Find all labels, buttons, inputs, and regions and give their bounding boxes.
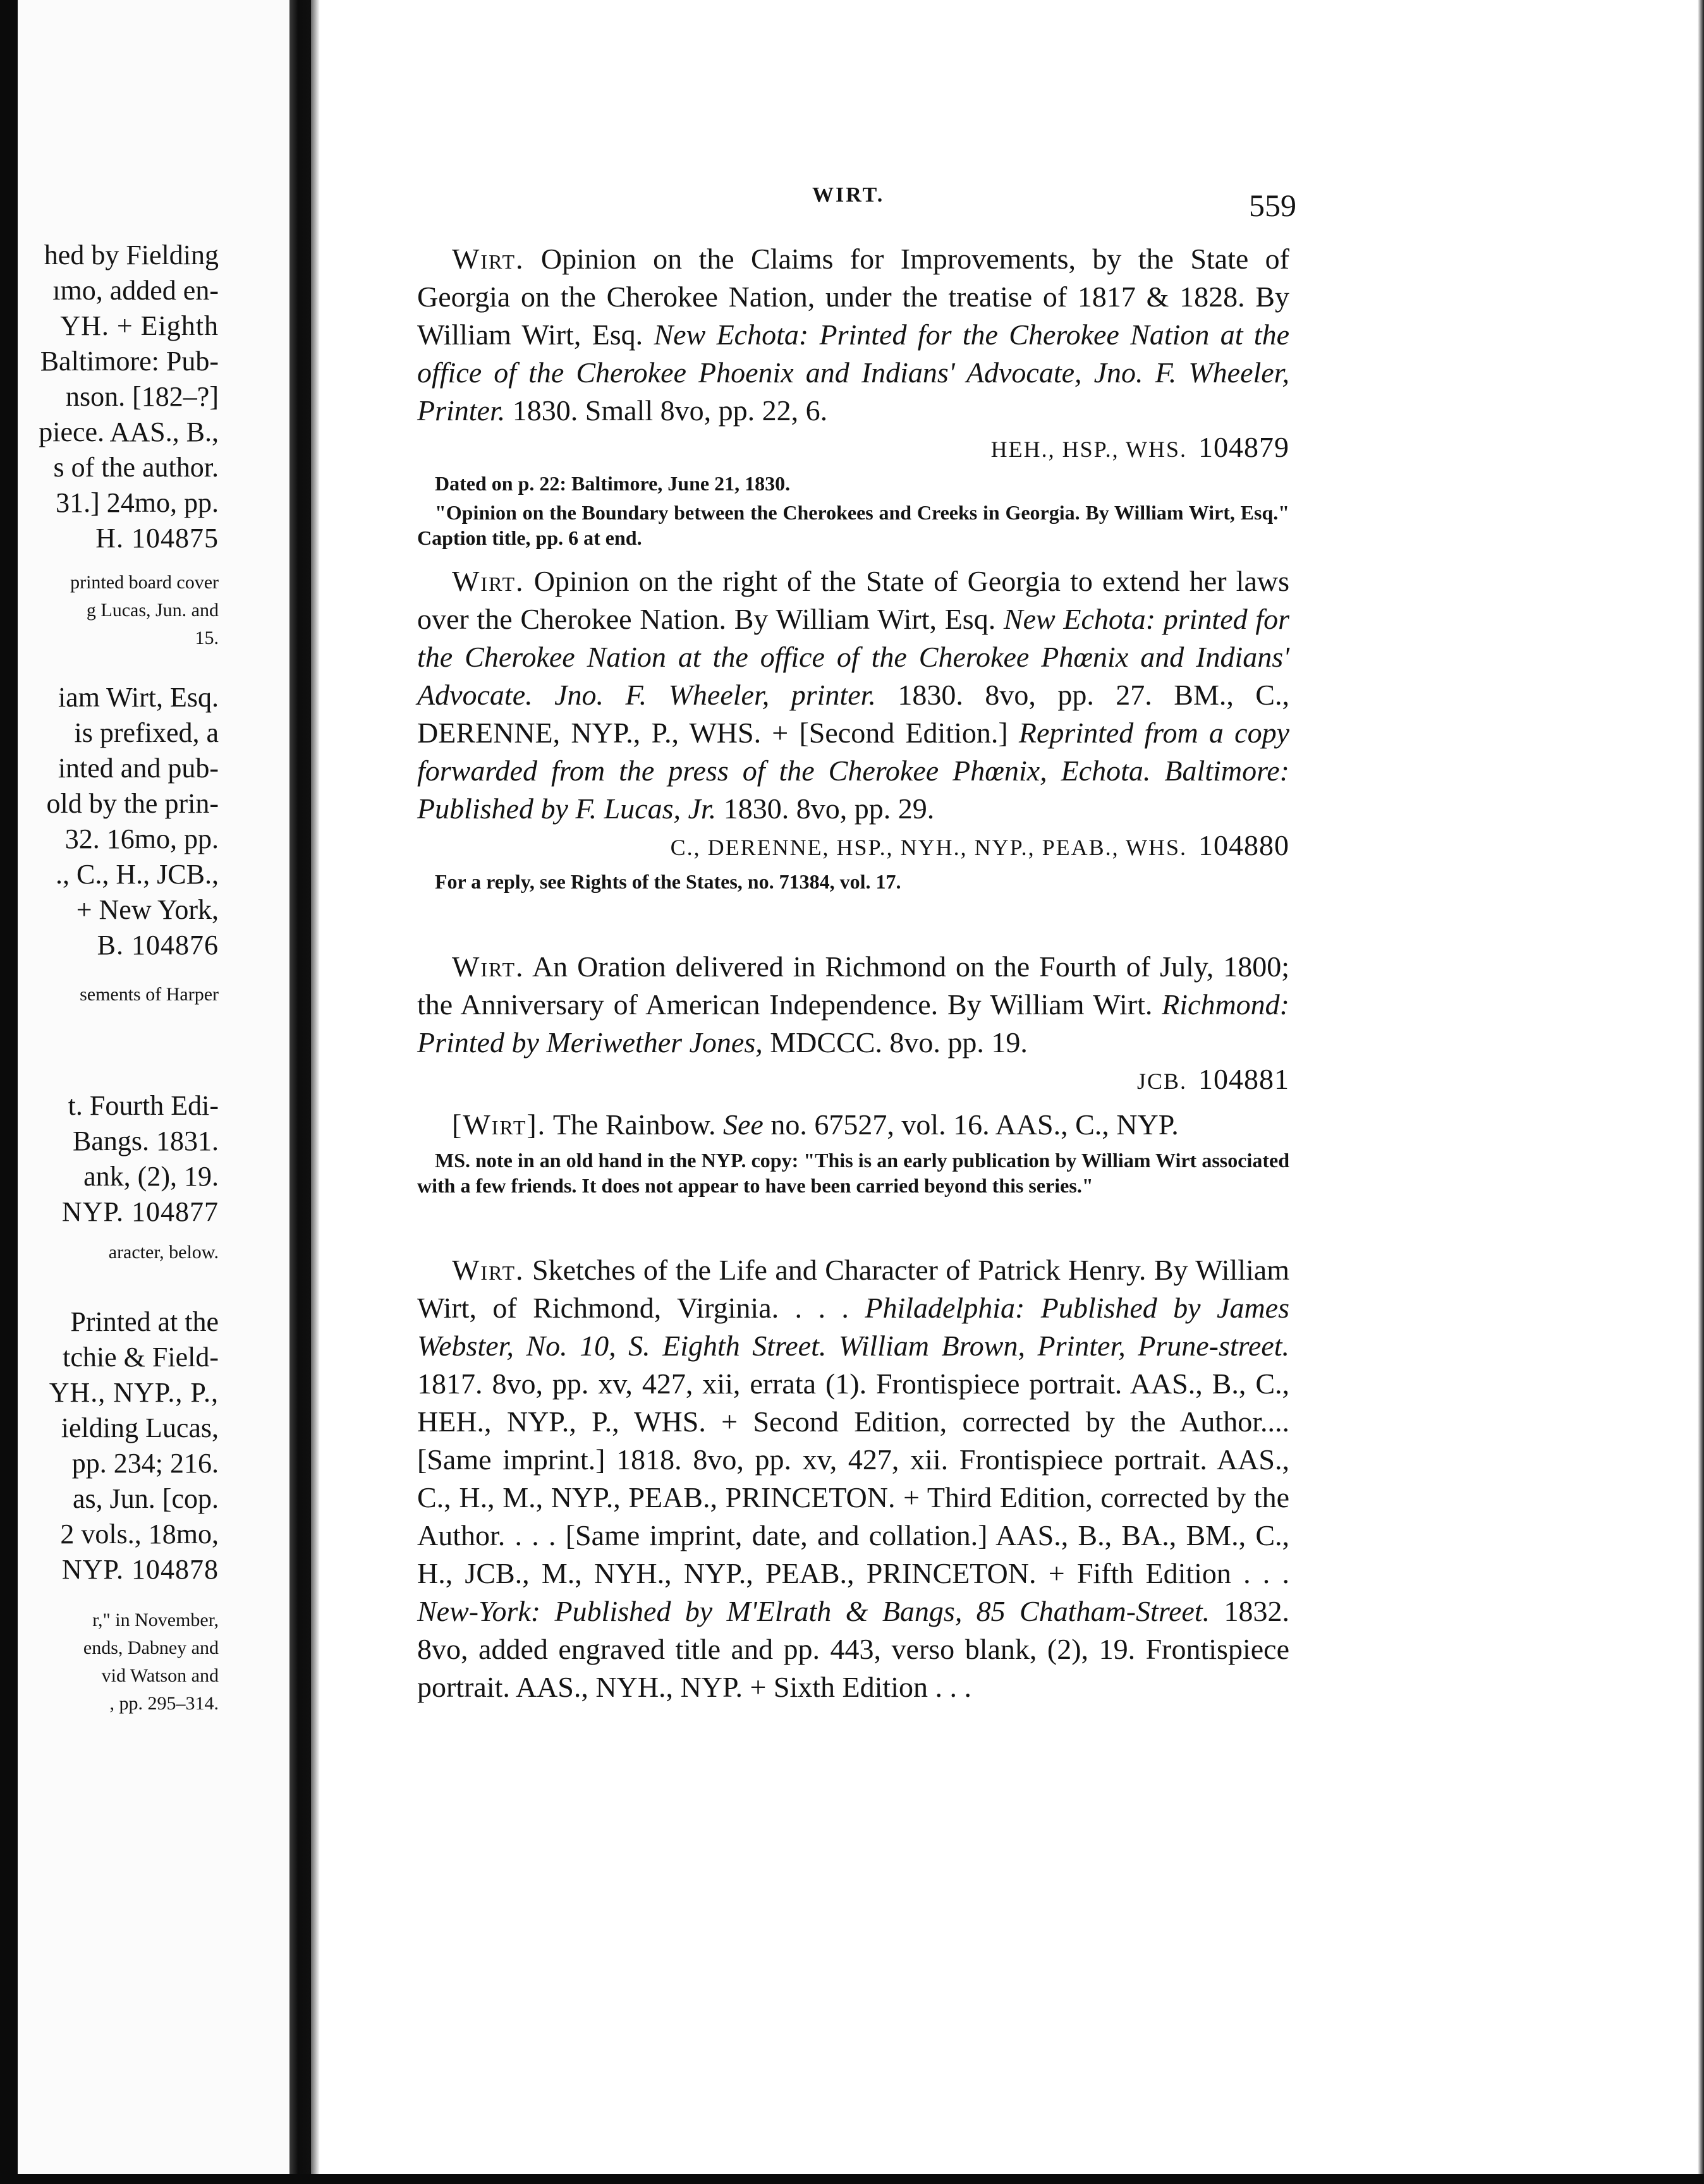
left-page-line: Baltimore: Pub-	[40, 346, 219, 377]
entry-rainbow	[417, 1106, 1289, 1198]
left-page-line: ank, (2), 19.	[83, 1161, 219, 1192]
entry-number: 104881	[1198, 1063, 1289, 1095]
entry-collation-second: 1832. 8vo, added engraved title and pp. 443, verso blank, (2), 19. Frontispiece portrait. AAS., NYH., NYP. + Sixth Edition . . .	[417, 1595, 1290, 1703]
entry-holdings-line	[417, 430, 1289, 467]
page-number: 559	[1249, 188, 1296, 223]
entry-holdings: C., DERENNE, HSP., NYH., NYP., PEAB., WHS.	[670, 835, 1187, 860]
left-page-line: vid Watson and	[101, 1665, 219, 1686]
entry-104879	[417, 240, 1289, 550]
left-page-line: as, Jun. [cop.	[73, 1483, 219, 1514]
entry-body	[417, 948, 1289, 1062]
left-page-line: is prefixed, a	[74, 717, 219, 748]
left-page-line: hed by Fielding	[44, 240, 219, 270]
entry-holdings: JCB.	[1136, 1069, 1187, 1094]
entry-imprint: New Echota: printed for the Cherokee Nation at the office of the Cherokee Phœnix and Indians' Advocate. Jno. F. Wheeler, printer.	[417, 603, 1289, 711]
left-page-line: nson. [182–?]	[66, 381, 219, 412]
left-page-line: 31.] 24mo, pp.	[56, 487, 219, 518]
left-page-line: r," in November,	[92, 1610, 219, 1630]
left-page-line: Bangs. 1831.	[73, 1125, 219, 1156]
left-page-line: pp. 234; 216.	[71, 1448, 219, 1479]
left-page-line: ., C., H., JCB.,	[56, 859, 219, 890]
left-page-line: Printed at the	[70, 1306, 219, 1337]
entry-heading: Wirt.	[452, 1254, 525, 1286]
entry-collation-second: 1830. 8vo, pp. 29.	[716, 792, 935, 825]
left-page-line: 32. 16mo, pp.	[64, 823, 219, 854]
entry-title: Opinion on the Claims for Improvements, by the State of Georgia on the Cherokee Nation, under the treatise of 1817 & 1828. By William Wirt, Esq.	[417, 243, 1289, 351]
entry-heading: Wirt.	[452, 243, 525, 275]
left-page-line: t. Fourth Edi-	[68, 1090, 219, 1121]
left-page-line: YH., NYP., P.,	[49, 1377, 219, 1408]
left-page	[18, 0, 289, 2174]
entry-body	[417, 562, 1289, 828]
left-page-line: piece. AAS., B.,	[39, 416, 219, 447]
entry-heading: Wirt.	[452, 565, 525, 597]
entry-collation: 1817. 8vo, pp. xv, 427, xii, errata (1). Frontispiece portrait. AAS., B., C., HEH., NYP., P., WHS. + Second Edition, corrected by the Author.... [Same imprint.] 1818. 8vo, pp. xv, 427, xii. Frontispiece portrait. AAS., C., H., M., NYP., PEAB., PRINCETON. + Third Edition, corrected by the Author. . . . [Same imprint, date, and collation.] AAS., B., BA., BM., C., H., JCB., M., NYH., NYP., PEAB., PRINCETON. + Fifth Edition . . .	[417, 1368, 1289, 1589]
entry-number: 104880	[1198, 829, 1289, 861]
entry-imprint-second: New-York: Published by M'Elrath & Bangs, 85 Chatham-Street.	[417, 1595, 1210, 1627]
entry-title: Opinion on the right of the State of Georgia to extend her laws over the Cherokee Nation. By William Wirt, Esq.	[417, 565, 1289, 635]
entry-collation: no. 67527, vol. 16. AAS., C., NYP.	[763, 1108, 1179, 1141]
left-page-line: aracter, below.	[108, 1242, 219, 1263]
left-page-line: tchie & Field-	[63, 1342, 219, 1373]
entry-collation: 1830. 8vo, pp. 27. BM., C., DERENNE, NYP., P., WHS. + [Second Edition.]	[417, 679, 1289, 749]
entry-collation: 1830. Small 8vo, pp. 22, 6.	[505, 394, 828, 427]
entry-note: For a reply, see Rights of the States, no. 71384, vol. 17.	[435, 870, 901, 893]
book-spine-gutter	[289, 0, 311, 2184]
entry-title: The Rainbow.	[546, 1108, 723, 1141]
left-page-line: NYP. 104878	[61, 1554, 219, 1585]
left-page-line: H. 104875	[95, 523, 219, 554]
gutter-shadow	[311, 0, 320, 2184]
scan-edge-right	[1698, 0, 1704, 2184]
left-page-line: printed board cover	[70, 572, 219, 593]
entry-body	[417, 1106, 1289, 1144]
entry-patrick-henry	[417, 1251, 1289, 1706]
entry-note: Dated on p. 22: Baltimore, June 21, 1830.	[435, 472, 791, 495]
left-page-line: ımo, added en-	[52, 275, 219, 306]
left-page-line: 15.	[195, 628, 219, 648]
entry-104880	[417, 562, 1289, 894]
entry-imprint: Richmond: Printed by Meriwether Jones,	[417, 988, 1289, 1059]
scan-edge-left	[0, 0, 18, 2184]
left-page-line: iam Wirt, Esq.	[58, 682, 219, 713]
left-page-line: inted and pub-	[58, 753, 219, 784]
entry-title: An Oration delivered in Richmond on the Fourth of July, 1800; the Anniversary of American Independence. By William Wirt.	[417, 950, 1289, 1021]
entry-holdings-line	[417, 828, 1289, 865]
entry-heading: [Wirt].	[452, 1108, 547, 1141]
entry-collation: MDCCC. 8vo. pp. 19.	[762, 1026, 1028, 1059]
entry-holdings-line	[417, 1062, 1289, 1099]
entry-note: "Opinion on the Boundary between the Cherokees and Creeks in Georgia. By William Wirt, Esq." Caption title, pp. 6 at end.	[417, 501, 1289, 549]
left-page-line: ielding Lucas,	[61, 1412, 219, 1443]
entry-title: Sketches of the Life and Character of Patrick Henry. By William Wirt, of Richmond, Virginia. . . .	[417, 1254, 1289, 1324]
scan-edge-bottom	[0, 2174, 1704, 2184]
left-page-line: + New York,	[76, 894, 219, 925]
entry-holdings: HEH., HSP., WHS.	[990, 437, 1187, 462]
left-page-line: old by the prin-	[46, 788, 219, 819]
left-page-line: sements of Harper	[80, 984, 219, 1005]
entry-imprint: See	[722, 1108, 764, 1141]
left-page-line: NYP. 104877	[61, 1196, 219, 1227]
entry-body	[417, 240, 1289, 430]
left-page-line: , pp. 295–314.	[109, 1693, 219, 1714]
left-page-line: 2 vols., 18mo,	[60, 1519, 219, 1550]
entry-imprint-second: Reprinted from a copy forwarded from the press of the Cherokee Phœnix, Echota. Baltimore: Published by F. Lucas, Jr.	[417, 717, 1289, 825]
entry-body	[417, 1251, 1289, 1706]
entry-heading: Wirt.	[452, 950, 525, 983]
left-page-line: YH. + Eighth	[60, 310, 219, 341]
left-page-line: ends, Dabney and	[83, 1637, 219, 1658]
entry-104881	[417, 948, 1289, 1099]
entry-number: 104879	[1198, 431, 1289, 463]
running-head: WIRT.	[812, 183, 885, 207]
left-page-line: g Lucas, Jun. and	[86, 600, 219, 621]
entry-imprint: Philadelphia: Published by James Webster, No. 10, S. Eighth Street. William Brown, Printer, Prune-street.	[417, 1292, 1289, 1362]
left-page-line: s of the author.	[53, 452, 219, 483]
entry-imprint: New Echota: Printed for the Cherokee Nation at the office of the Cherokee Phoenix and Indians' Advocate, Jno. F. Wheeler, Printer.	[417, 318, 1289, 427]
left-page-line: B. 104876	[97, 930, 219, 961]
entry-note: MS. note in an old hand in the NYP. copy: "This is an early publication by William Wirt associated with a few friends. It does not appear to have been carried beyond this series."	[417, 1149, 1289, 1197]
